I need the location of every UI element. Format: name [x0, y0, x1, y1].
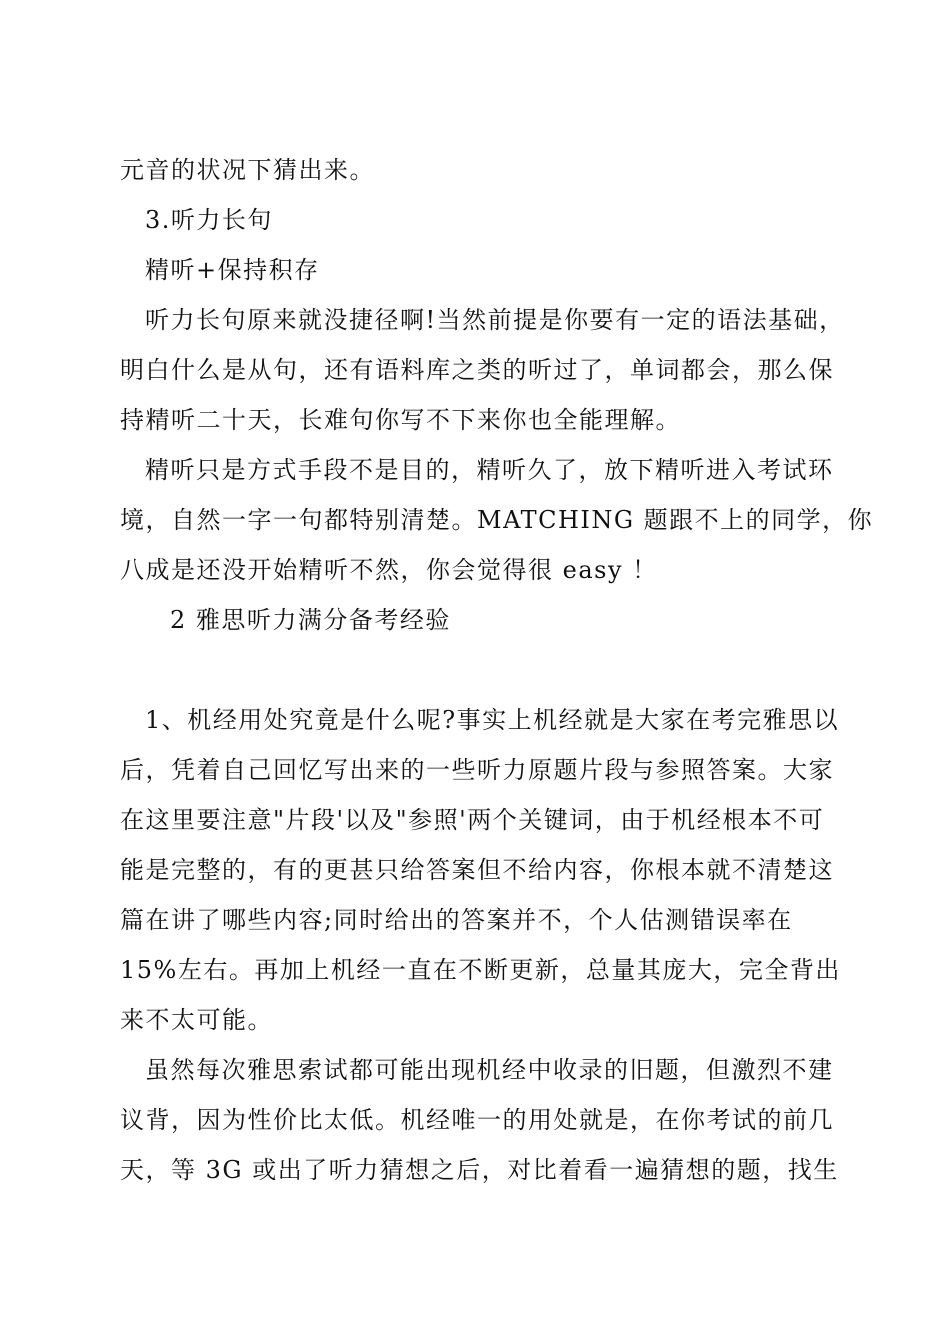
paragraph-line: 八成是还没开始精听不然，你会觉得很 easy ！ [120, 556, 658, 584]
paragraph-line: 境，自然一字一句都特别清楚。MATCHING 题跟不上的同学，你 [120, 506, 874, 534]
paragraph-line: 听力长句原来就没捷径啊!当然前提是你要有一定的语法基础， [145, 306, 845, 334]
section-heading: 3.听力长句 [145, 206, 273, 234]
paragraph-line: 15%左右。再加上机经一直在不断更新，总量其庞大，完全背出 [120, 956, 841, 984]
section-heading: 2 雅思听力满分备考经验 [170, 606, 451, 634]
paragraph-line: 明白什么是从句，还有语料库之类的听过了，单词都会，那么保 [120, 356, 834, 384]
paragraph-line: 在这里要注意"片段'以及"参照'两个关键词，由于机经根本不可 [120, 806, 825, 834]
paragraph-line: 能是完整的，有的更甚只给答案但不给内容，你根本就不清楚这 [120, 856, 834, 884]
paragraph-line: 虽然每次雅思索试都可能出现机经中收录的旧题，但激烈不建 [145, 1056, 834, 1084]
paragraph-line: 篇在讲了哪些内容;同时给出的答案并不，个人估测错误率在 [120, 906, 793, 934]
paragraph-line: 来不太可能。 [120, 1006, 273, 1034]
paragraph-line: 1、机经用处究竟是什么呢?事实上机经就是大家在考完雅思以 [145, 706, 840, 734]
paragraph-line: 后，凭着自己回忆写出来的一些听力原题片段与参照答案。大家 [120, 756, 834, 784]
text-line: 精听+保持积存 [145, 256, 320, 284]
paragraph-line: 议背，因为性价比太低。机经唯一的用处就是，在你考试的前几 [120, 1106, 834, 1134]
paragraph-line: 天，等 3G 或出了听力猜想之后，对比着看一遍猜想的题，找生 [120, 1156, 839, 1184]
paragraph-line: 持精听二十天，长难句你写不下来你也全能理解。 [120, 406, 681, 434]
text-line: 元音的状况下猜出来。 [120, 156, 375, 184]
paragraph-line: 精听只是方式手段不是目的，精听久了，放下精听进入考试环 [145, 456, 834, 484]
